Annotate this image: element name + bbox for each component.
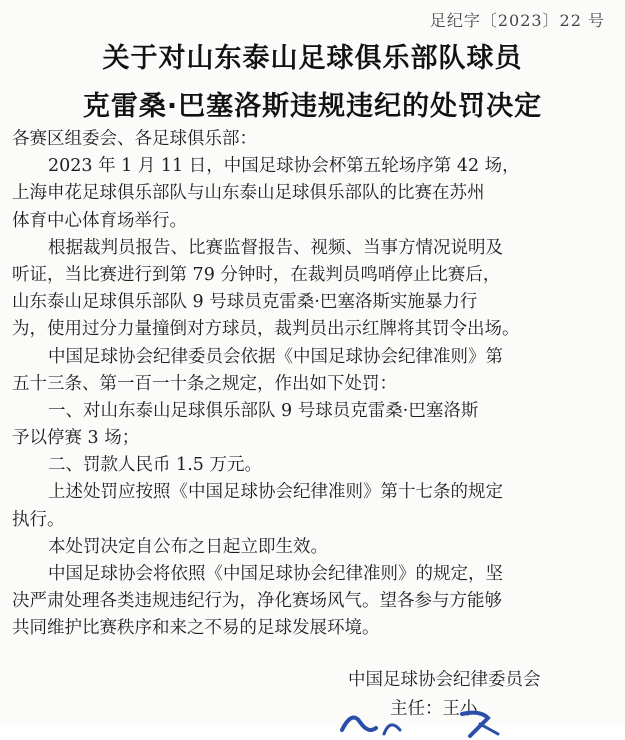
title-line-1: 关于对山东泰山足球俱乐部队球员 [102,43,523,74]
body-line: 二、罚款人民币 1.5 万元。 [48,455,262,476]
body-line: 体育中心体育场举行。 [12,210,187,231]
body-line: 一、对山东泰山足球俱乐部队 9 号球员克雷桑·巴塞洛斯 [48,400,479,421]
body-line: 本处罚决定自公布之日起立即生效。 [48,536,328,557]
body-line: 予以停赛 3 场； [12,428,140,449]
body-line: 上述处罚应按照《中国足球协会纪律准则》第十七条的规定 [48,482,503,503]
document-body [12,126,618,643]
body-line: 2023 年 1 月 11 日，中国足球协会杯第五轮场序第 42 场， [48,156,520,177]
signature-chair: 主任：王小 [390,699,478,719]
body-line: 山东泰山足球俱乐部队 9 号球员克雷桑·巴塞洛斯实施暴力行 [12,292,478,313]
body-line: 为，使用过分力量撞倒对方球员，裁判员出示红牌将其罚令出场。 [12,319,520,340]
body-line: 五十三条、第一百一十条之规定，作出如下处罚： [12,373,397,394]
body-line: 中国足球协会纪律委员会依据《中国足球协会纪律准则》第 [48,346,503,367]
body-line: 中国足球协会将依照《中国足球协会纪律准则》的规定，坚 [48,564,503,584]
body-line: 决严肃处理各类违规违纪行为，净化赛场风气。望各参与方能够 [12,591,502,612]
body-line: 上海申花足球俱乐部队与山东泰山足球俱乐部队的比赛在苏州 [12,183,485,204]
body-line: 各赛区组委会、各足球俱乐部： [12,129,257,149]
body-line: 共同维护比赛秩序和来之不易的足球发展环境。 [12,618,380,639]
handwritten-signature-icon [330,700,510,740]
body-line: 听证，当比赛进行到第 79 分钟时，在裁判员鸣哨停止比赛后， [12,264,501,285]
title-line-2: 克雷桑·巴塞洛斯违规违纪的处罚决定 [82,91,543,122]
body-line: 根据裁判员报告、比赛监督报告、视频、当事方情况说明及 [48,237,503,258]
signature-organization: 中国足球协会纪律委员会 [348,670,541,690]
document-number: 足纪字〔2023〕22 号 [429,11,605,30]
body-line: 执行。 [12,509,65,530]
